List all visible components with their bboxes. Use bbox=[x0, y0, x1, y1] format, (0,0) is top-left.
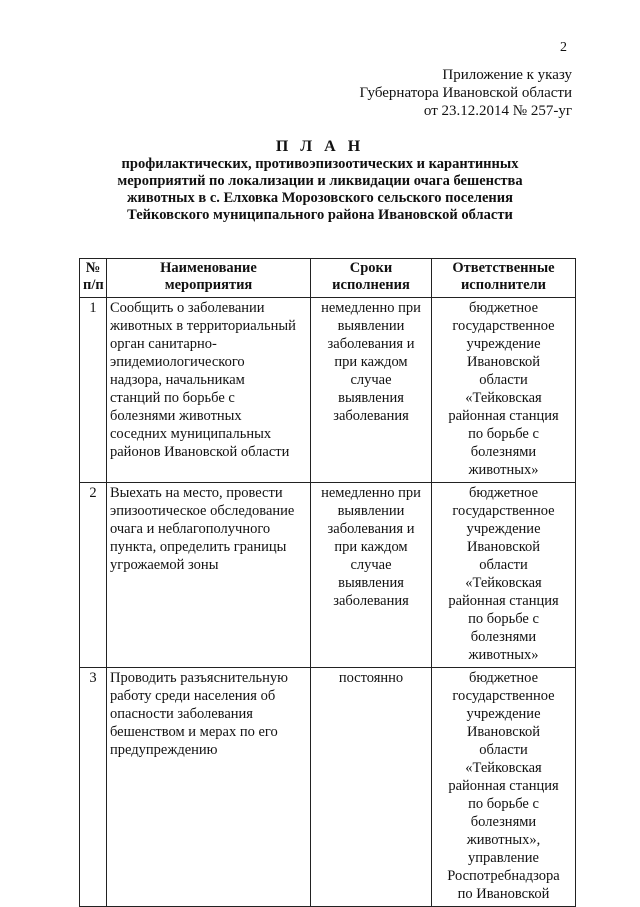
plan-subtitle-line: профилактических, противоэпизоотических и карантинных bbox=[121, 156, 519, 172]
header-text: исполнители bbox=[460, 277, 547, 293]
cell-action bbox=[107, 298, 311, 483]
cell-line: орган санитарно- bbox=[110, 336, 217, 352]
cell-num: 2 bbox=[80, 483, 107, 668]
cell-line: заболевания и bbox=[327, 521, 415, 537]
cell-line: «Тейковская bbox=[465, 760, 542, 776]
cell-line: эпизоотическое обследование bbox=[110, 503, 295, 519]
cell-action bbox=[107, 668, 311, 907]
cell-line: выявления bbox=[338, 575, 404, 591]
table-row bbox=[80, 483, 576, 668]
cell-line: районная станция bbox=[448, 593, 559, 609]
cell-line: выявлении bbox=[337, 318, 405, 334]
header-terms bbox=[311, 259, 432, 298]
appendix-line: Губернатора Ивановской области bbox=[359, 85, 572, 101]
header-responsible bbox=[432, 259, 576, 298]
cell-line: по борьбе с bbox=[468, 426, 539, 442]
cell-line: Проводить разъяснительную bbox=[110, 670, 289, 686]
plan-subtitle bbox=[80, 156, 560, 224]
cell-line: животных» bbox=[468, 647, 539, 663]
cell-line: «Тейковская bbox=[465, 575, 542, 591]
plan-table bbox=[79, 258, 576, 907]
cell-line: очага и неблагополучного bbox=[110, 521, 271, 537]
cell-line: области bbox=[479, 557, 528, 573]
cell-line: немедленно при bbox=[321, 300, 421, 316]
cell-line: Ивановской bbox=[466, 724, 541, 740]
page-number: 2 bbox=[560, 40, 567, 55]
cell-line: учреждение bbox=[466, 521, 541, 537]
cell-line: случае bbox=[350, 557, 392, 573]
header-text: мероприятия bbox=[164, 277, 253, 293]
cell-line: Ивановской bbox=[466, 539, 541, 555]
cell-line: заболевания bbox=[333, 593, 409, 609]
cell-line: выявлении bbox=[337, 503, 405, 519]
cell-line: бешенством и мерах по его bbox=[110, 724, 278, 740]
cell-line: области bbox=[479, 372, 528, 388]
cell-line: пункта, определить границы bbox=[110, 539, 287, 555]
cell-line: государственное bbox=[452, 688, 555, 704]
plan-subtitle-line: Тейковского муниципального района Ивановской области bbox=[127, 207, 513, 223]
cell-line: государственное bbox=[452, 318, 555, 334]
appendix-line: от 23.12.2014 № 257-уг bbox=[423, 103, 572, 119]
cell-responsible bbox=[432, 483, 576, 668]
cell-line: по Ивановской bbox=[457, 886, 550, 902]
cell-line: предупреждению bbox=[110, 742, 218, 758]
cell-line: районов Ивановской области bbox=[110, 444, 290, 460]
cell-line: по борьбе с bbox=[468, 796, 539, 812]
appendix-line: Приложение к указу bbox=[442, 67, 572, 83]
cell-line: выявления bbox=[338, 390, 404, 406]
header-text: Ответственные bbox=[452, 260, 555, 276]
cell-line: Выехать на место, провести bbox=[110, 485, 283, 501]
header-text: Сроки bbox=[349, 260, 393, 276]
cell-line: Сообщить о заболевании bbox=[110, 300, 265, 316]
table-header bbox=[80, 259, 576, 298]
cell-line: надзора, начальникам bbox=[110, 372, 245, 388]
cell-line: «Тейковская bbox=[465, 390, 542, 406]
header-num bbox=[80, 259, 107, 298]
cell-line: области bbox=[479, 742, 528, 758]
header-text: исполнения bbox=[332, 277, 410, 293]
table-row bbox=[80, 668, 576, 907]
cell-line: станций по борьбе с bbox=[110, 390, 235, 406]
plan-subtitle-line: животных в с. Елховка Морозовского сельского поселения bbox=[127, 190, 513, 206]
cell-line: угрожаемой зоны bbox=[110, 557, 219, 573]
cell-line: Ивановской bbox=[466, 354, 541, 370]
cell-line: болезнями bbox=[470, 629, 537, 645]
cell-line: немедленно при bbox=[321, 485, 421, 501]
cell-line: соседних муниципальных bbox=[110, 426, 272, 442]
cell-line: учреждение bbox=[466, 336, 541, 352]
cell-line: животных в территориальный bbox=[110, 318, 296, 334]
cell-terms bbox=[311, 668, 432, 907]
cell-line: по борьбе с bbox=[468, 611, 539, 627]
header-text: № bbox=[85, 260, 101, 276]
header-text: п/п bbox=[83, 277, 104, 293]
cell-responsible bbox=[432, 298, 576, 483]
cell-responsible bbox=[432, 668, 576, 907]
plan-title: П Л А Н bbox=[275, 138, 365, 155]
table-row bbox=[80, 298, 576, 483]
cell-line: районная станция bbox=[448, 408, 559, 424]
cell-line: случае bbox=[350, 372, 392, 388]
cell-terms bbox=[311, 298, 432, 483]
cell-line: болезнями bbox=[470, 814, 537, 830]
cell-line: работу среди населения об bbox=[110, 688, 276, 704]
cell-line: постоянно bbox=[338, 670, 404, 686]
plan-subtitle-line: мероприятий по локализации и ликвидации очага бешенства bbox=[117, 173, 523, 189]
header-action bbox=[107, 259, 311, 298]
cell-line: Роспотребнадзора bbox=[447, 868, 560, 884]
cell-line: при каждом bbox=[334, 354, 408, 370]
cell-line: бюджетное bbox=[468, 485, 539, 501]
cell-action bbox=[107, 483, 311, 668]
cell-line: бюджетное bbox=[468, 300, 539, 316]
cell-line: эпидемиологического bbox=[110, 354, 245, 370]
cell-terms bbox=[311, 483, 432, 668]
cell-line: управление bbox=[468, 850, 539, 866]
cell-line: районная станция bbox=[448, 778, 559, 794]
cell-line: заболевания и bbox=[327, 336, 415, 352]
appendix-note bbox=[359, 66, 572, 120]
cell-line: животных» bbox=[468, 462, 539, 478]
cell-line: опасности заболевания bbox=[110, 706, 253, 722]
cell-line: при каждом bbox=[334, 539, 408, 555]
cell-line: болезнями животных bbox=[110, 408, 242, 424]
cell-line: животных», bbox=[466, 832, 541, 848]
cell-line: заболевания bbox=[333, 408, 409, 424]
header-text: Наименование bbox=[160, 260, 257, 276]
cell-line: бюджетное bbox=[468, 670, 539, 686]
cell-num: 3 bbox=[80, 668, 107, 907]
cell-line: учреждение bbox=[466, 706, 541, 722]
cell-line: болезнями bbox=[470, 444, 537, 460]
cell-line: государственное bbox=[452, 503, 555, 519]
cell-num: 1 bbox=[80, 298, 107, 483]
